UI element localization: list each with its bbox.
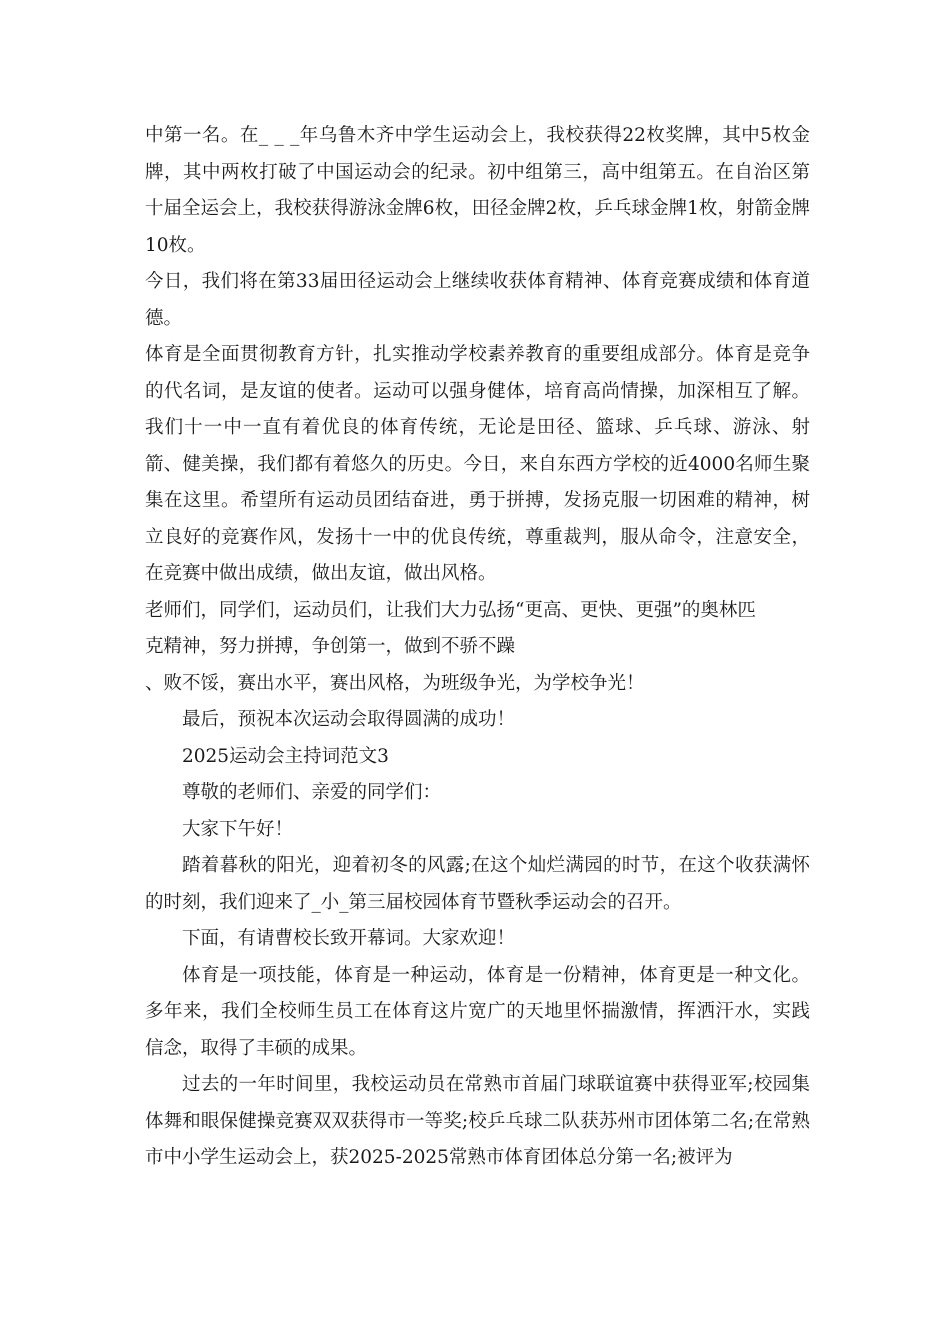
salutation: 尊敬的老师们、亲爱的同学们： bbox=[182, 782, 442, 803]
paragraph-sports-education: 体育是全面贯彻教育方针，扎实推动学校素养教育的重要组成部分。体育是竞争的代名词，是友谊的使者。运动可以强身健体，培育高尚情操，加深相互了解。我们十一中一直有着优良的体育传统，无论是田径、篮球、乒乓球、游泳、射箭、健美操，我们都有着悠久的历史。今日，来自东西方学校的近4000名师生聚集在这里。希望所有运动员团结奋进，勇于拼搏，发扬克服一切困难的精神，树立良好的竞赛作风，发扬十一中的优良传统，尊重裁判，服从命令，注意安全，在竞赛中做出成绩，做出友谊，做出风格。 bbox=[145, 344, 810, 584]
paragraph-wish-success: 最后，预祝本次运动会取得圆满的成功！ bbox=[182, 709, 516, 730]
greeting: 大家下午好！ bbox=[182, 818, 294, 840]
paragraph-medals: 中第一名。在_ _ _年乌鲁木齐中学生运动会上，我校获得22枚奖牌，其中5枚金牌，其中两枚打破了中国运动会的纪录。初中组第三，高中组第五。在自治区第十届全运会上，我校获得游泳金牌6枚，田径金牌2枚，乒乓球金牌1枚，射箭金牌10枚。 bbox=[145, 125, 810, 256]
paragraph-sports-culture: 体育是一项技能，体育是一种运动，体育是一份精神，体育更是一种文化。多年来，我们全校师生员工在体育这片宽广的天地里怀揣激情，挥洒汗水，实践信念，取得了丰硕的成果。 bbox=[145, 964, 810, 1059]
paragraph-past-year-results: 过去的一年时间里，我校运动员在常熟市首届门球联谊赛中获得亚军;校园集体舞和眼保健操竞赛双双获得市一等奖;校乒乓球二队获苏州市团体第二名;在常熟市中小学生运动会上，获2025-2025常熟市体育团体总分第一名;被评为 bbox=[145, 1074, 810, 1168]
paragraph-olympic-spirit bbox=[145, 593, 810, 666]
paragraph-autumn-opening: 踏着暮秋的阳光，迎着初冬的风露;在这个灿烂满园的时节，在这个收获满怀的时刻，我们迎来了_小_第三届校园体育节暨秋季运动会的召开。 bbox=[145, 855, 810, 913]
paragraph-olympic-spirit-line-2: 克精神，努力拼搏，争创第一，做到不骄不躁 bbox=[145, 636, 516, 657]
paragraph-win-glory: 、败不馁，赛出水平，赛出风格，为班级争光，为学校争光！ bbox=[145, 672, 645, 694]
section-heading: 2025运动会主持词范文3 bbox=[182, 745, 389, 767]
document-body bbox=[145, 118, 810, 1177]
paragraph-principal-speech: 下面，有请曹校长致开幕词。大家欢迎！ bbox=[182, 928, 516, 949]
paragraph-today: 今日，我们将在第33届田径运动会上继续收获体育精神、体育竞赛成绩和体育道德。 bbox=[145, 271, 810, 329]
paragraph-olympic-spirit-line-1: 老师们，同学们，运动员们，让我们大力弘扬“更高、更快、更强”的奥林匹 bbox=[145, 599, 756, 621]
